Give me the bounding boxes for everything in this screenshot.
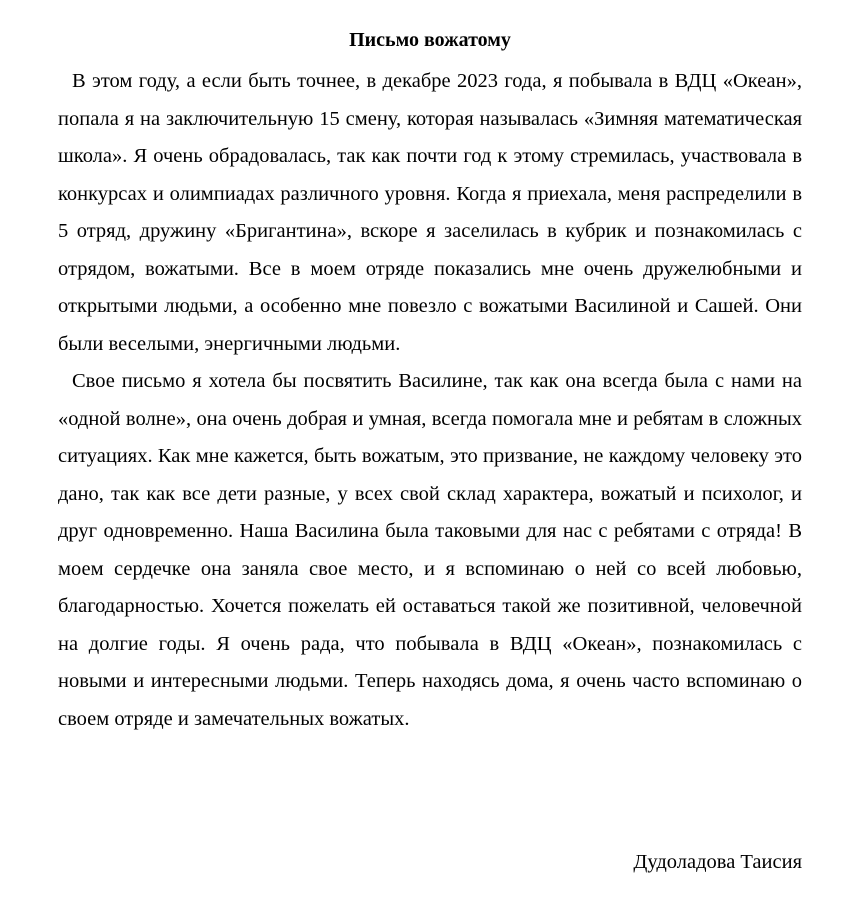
letter-signature: Дудоладова Таисия [633, 851, 802, 873]
letter-paragraph-2: Свое письмо я хотела бы посвятить Василине, так как она всегда была с нами на «одной волне», она очень добрая и умная, всегда помогала мне и ребятам в сложных ситуациях. Как мне кажется, быть вожатым, это призвание, не каждому человеку это дано, так как все дети разные, у всех свой склад характера, вожатый и психолог, и друг одновременно. Наша Василина была таковыми для нас с ребятами с отряда! В моем сердечке она заняла свое место, и я вспоминаю о ней со всей любовью, благодарностью. Хочется пожелать ей оставаться такой же позитивной, человечной на долгие годы. Я очень рада, что побывала в ВДЦ «Океан», познакомилась с новыми и интересными людьми. Теперь находясь дома, я очень часто вспоминаю о своем отряде и замечательных вожатых. [58, 370, 802, 730]
letter-paragraph-1: В этом году, а если быть точнее, в декабре 2023 года, я побывала в ВДЦ «Океан», попала я на заключительную 15 смену, которая называлась «Зимняя математическая школа». Я очень обрадовалась, так как почти год к этому стремилась, участвовала в конкурсах и олимпиадах различного уровня. Когда я приехала, меня распределили в 5 отряд, дружину «Бригантина», вскоре я заселилась в кубрик и познакомилась с отрядом, вожатыми. Все в моем отряде показались мне очень дружелюбными и открытыми людьми, а особенно мне повезло с вожатыми Василиной и Сашей. Они были веселыми, энергичными людьми. [58, 70, 802, 355]
letter-page [58, 26, 802, 873]
letter-title: Письмо вожатому [349, 29, 511, 51]
